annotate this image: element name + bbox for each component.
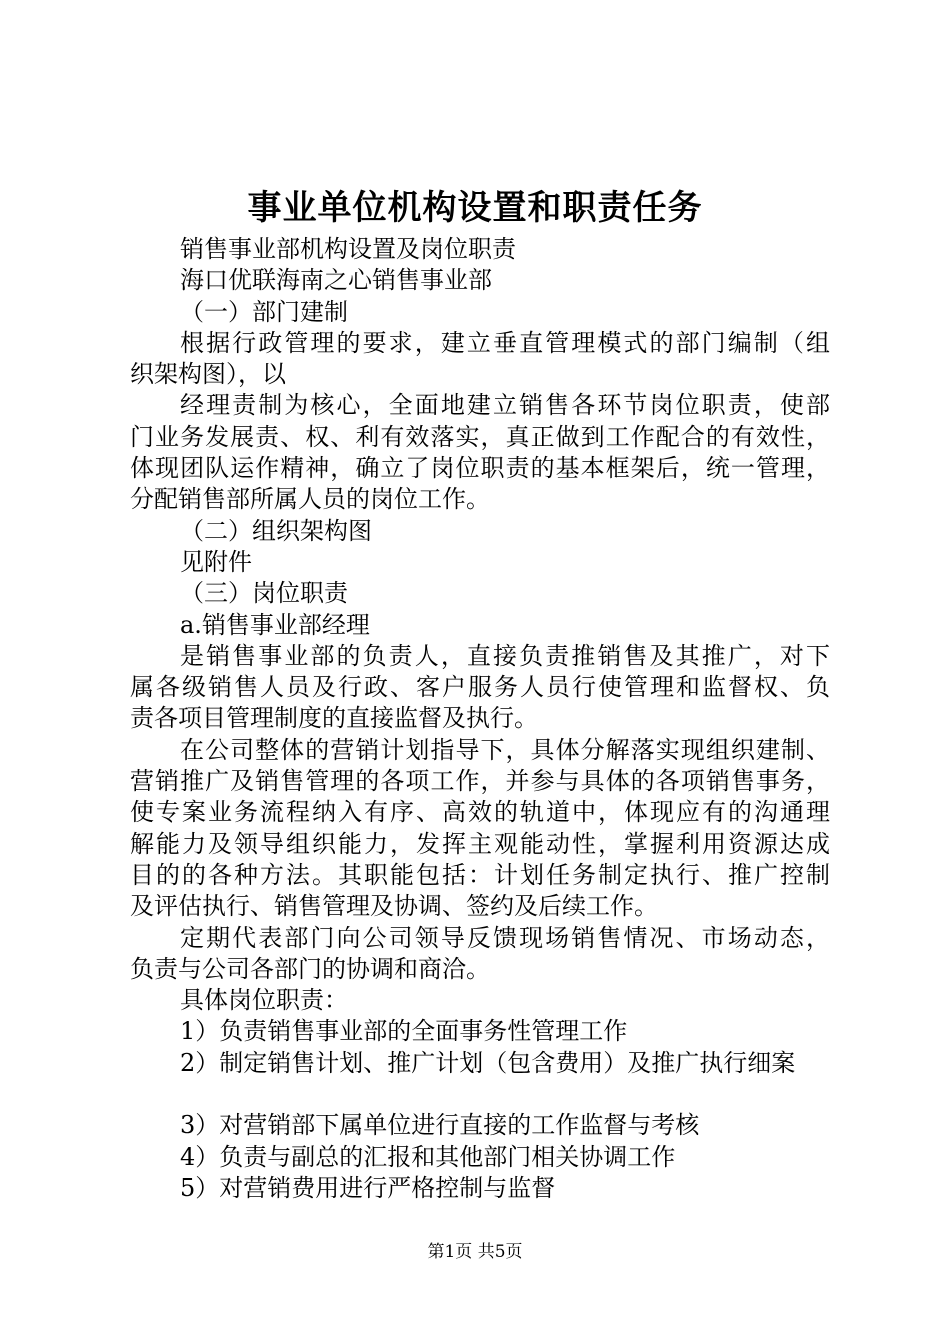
paragraph-line: 责各项目管理制度的直接监督及执行。 [130,704,538,733]
paragraph-line: 见附件 [180,547,252,576]
paragraph-line: 织架构图），以 [130,360,286,389]
list-item: 4）负责与副总的汇报和其他部门相关协调工作 [180,1142,676,1171]
page-footer: 第1页 共5页 [427,1242,523,1262]
list-item: 1）负责销售事业部的全面事务性管理工作 [180,1017,628,1046]
paragraph-line: 门业务发展责、权、利有效落实，真正做到工作配合的有效性， [130,422,830,451]
paragraph-line: 销售事业部机构设置及岗位职责 [180,235,516,263]
paragraph-line: 在公司整体的营销计划指导下，具体分解落实现组织建制、 [180,735,830,764]
paragraph-line: 分配销售部所属人员的岗位工作。 [130,485,490,514]
document-title: 事业单位机构设置和职责任务 [247,188,703,228]
paragraph-line: 负责与公司各部门的协调和商洽。 [130,954,490,983]
list-item: 2）制定销售计划、推广计划（包含费用）及推广执行细案 [180,1048,796,1077]
paragraph-line: 解能力及领导组织能力，发挥主观能动性，掌握利用资源达成 [130,829,830,858]
document-body [130,234,830,1204]
section-heading: （二）组织架构图 [180,516,372,545]
section-heading: （三）岗位职责 [180,579,348,608]
blank-line [130,1079,830,1110]
paragraph-line: 海口优联海南之心销售事业部 [180,266,492,295]
paragraph-line: 及评估执行、销售管理及协调、签约及后续工作。 [130,892,658,921]
paragraph-line: 目的的各种方法。其职能包括：计划任务制定执行、推广控制 [130,860,830,889]
paragraph-line: 属各级销售人员及行政、客户服务人员行使管理和监督权、负 [130,673,830,702]
paragraph-line: 具体岗位职责： [180,986,348,1015]
paragraph-line: 根据行政管理的要求，建立垂直管理模式的部门编制（组 [180,328,830,357]
paragraph-line: 经理责制为核心，全面地建立销售各环节岗位职责，使部 [180,391,830,420]
paragraph-line: 定期代表部门向公司领导反馈现场销售情况、市场动态， [180,923,830,952]
paragraph-line: 使专案业务流程纳入有序、高效的轨道中，体现应有的沟通理 [130,798,830,827]
list-item: 5）对营销费用进行严格控制与监督 [180,1173,556,1202]
paragraph-line: 是销售事业部的负责人，直接负责推销售及其推广，对下 [180,641,830,670]
list-item: 3）对营销部下属单位进行直接的工作监督与考核 [180,1111,700,1140]
paragraph-line: （一）部门建制 [180,297,348,326]
subsection-heading: a.销售事业部经理 [180,610,370,639]
paragraph-line: 体现团队运作精神，确立了岗位职责的基本框架后，统一管理， [130,454,830,483]
paragraph-line: 营销推广及销售管理的各项工作，并参与具体的各项销售事务， [130,767,830,796]
